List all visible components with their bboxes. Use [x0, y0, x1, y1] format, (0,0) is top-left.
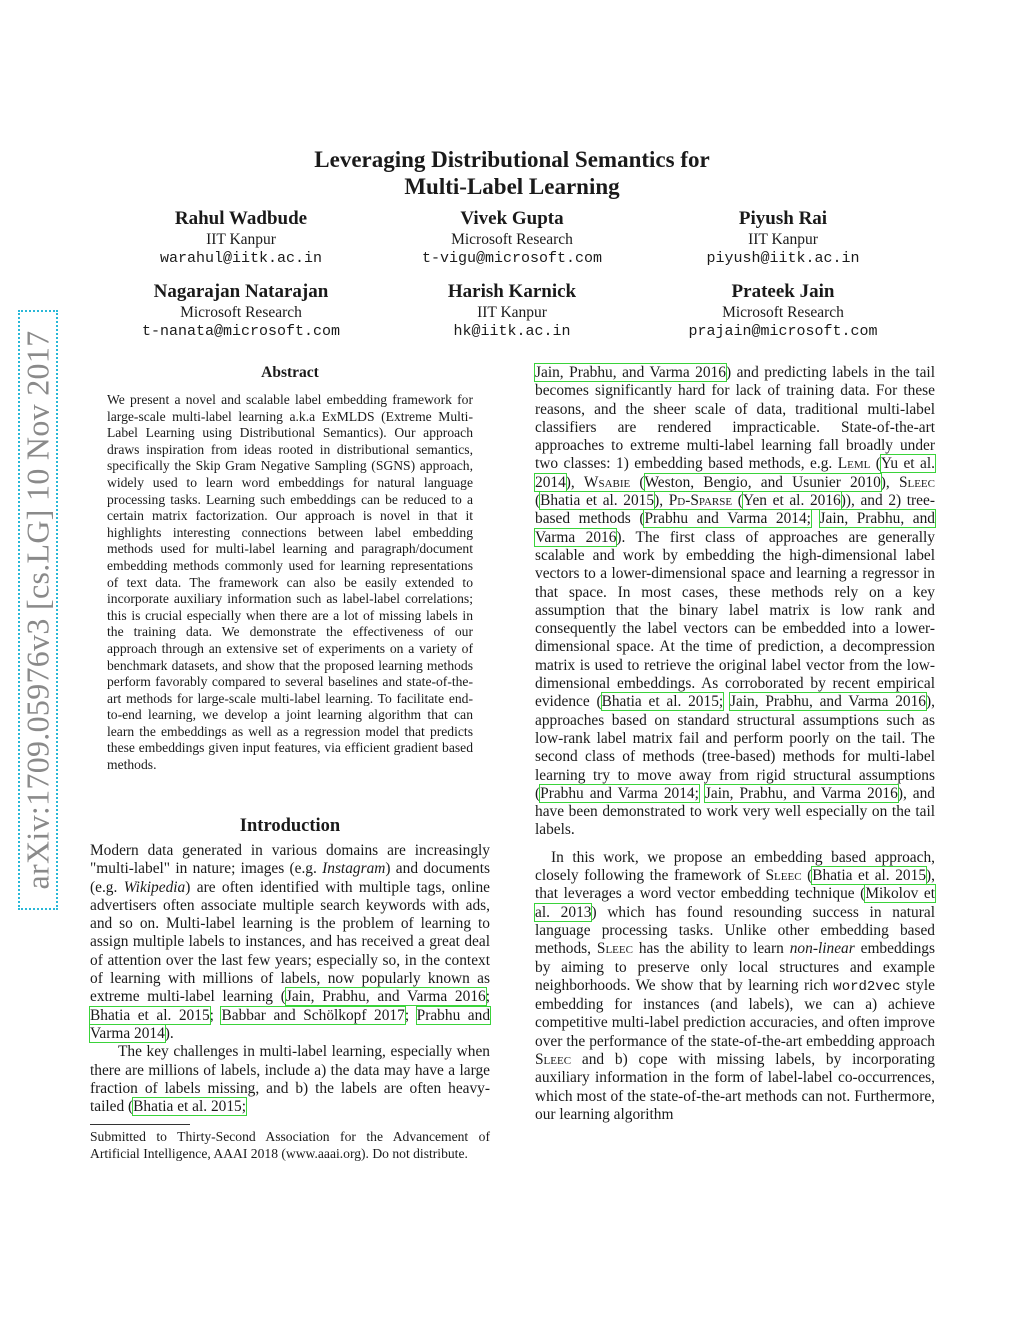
author-affiliation: Microsoft Research — [451, 231, 573, 248]
author-name: Rahul Wadbude — [174, 208, 308, 229]
intro-paragraph-2: The key challenges in multi-label learning, especially when there are millions of labels, include a) the data may have a large fraction of labels missing, and b) the labels are often heavy-tailed (Bhatia et al. 2015; — [90, 1043, 490, 1116]
paper-title-line-2: Multi-Label Learning — [404, 174, 620, 199]
author-block — [362, 281, 662, 341]
citation-link[interactable]: Weston, Bengio, and Usunier 2010 — [644, 473, 881, 491]
citation-link[interactable]: Prabhu and Varma 2014; — [644, 510, 811, 528]
citation-link[interactable]: Jain, Prabhu, and Varma 2016 — [535, 510, 935, 546]
abstract-heading: Abstract — [261, 364, 319, 381]
author-name: Prateek Jain — [731, 281, 835, 302]
author-name: Piyush Rai — [738, 208, 828, 229]
citation-link[interactable]: Yu et al. 2014 — [535, 455, 935, 491]
author-block — [91, 208, 391, 268]
author-affiliation: Microsoft Research — [722, 304, 844, 321]
citation-link[interactable]: Prabhu and Varma 2014 — [90, 1006, 491, 1042]
author-email[interactable]: t-vigu@microsoft.com — [421, 250, 603, 267]
paper-title-line-1: Leveraging Distributional Semantics for — [314, 147, 710, 172]
author-block — [362, 208, 662, 268]
author-affiliation: Microsoft Research — [180, 304, 302, 321]
right-column-body — [535, 364, 935, 1124]
author-affiliation: IIT Kanpur — [206, 231, 276, 248]
author-email[interactable]: warahul@iitk.ac.in — [159, 250, 323, 267]
author-block — [91, 281, 391, 341]
citation-link[interactable]: Bhatia et al. 2015; — [601, 693, 724, 711]
author-name: Vivek Gupta — [460, 208, 564, 229]
right-paragraph-2: In this work, we propose an embedding based approach, closely following the framework of Sleec (Bhatia et al. 2015), that leverages a word vector embedding technique (Mikolov et al. 2013) which has found resounding success in natural language processing tasks. Unlike other embedding based methods, Sleec has the ability to learn non-linear embeddings by aiming to preserve only local structures and example neighborhoods. We show that by learning rich word2vec style embedding for instances (and labels), we can a) achieve competitive multi-label prediction accuracies, and often improve over the performance of the state-of-the-art embedding approach Sleec and b) cope with missing labels, by incorporating auxiliary information in the form of label-label co-occurrences, which most of the state-of-the-art methods can not. Furthermore, our learning algorithm — [535, 848, 936, 1123]
citation-link[interactable]: Bhatia et al. 2015; — [133, 1098, 247, 1116]
intro-paragraph-1: Modern data generated in various domains are increasingly "multi-label" in nature; images (e.g. Instagram) and documents (e.g. Wikipedia) are often identified with multiple tags, online advertisers often associate multiple search keywords with ads, and so on. Multi-label learning is the problem of learning to assign multiple labels to instances, and has received a great deal of attention over the last few years; especially so, in the context of learning with millions of labels, now popularly known as extreme multi-label learning (Jain, Prabhu, and Varma 2016; Bhatia et al. 2015; Babbar and Schölkopf 2017; Prabhu and Varma 2014). — [90, 842, 491, 1042]
author-block — [633, 281, 933, 341]
citation-link[interactable]: Jain, Prabhu, and Varma 2016 — [535, 364, 726, 381]
citation-link[interactable]: Bhatia et al. 2015 — [90, 1006, 210, 1024]
citation-link[interactable]: Babbar and Schölkopf 2017 — [221, 1006, 405, 1024]
author-affiliation: IIT Kanpur — [477, 304, 547, 321]
author-email[interactable]: hk@iitk.ac.in — [453, 323, 571, 340]
author-email[interactable]: piyush@iitk.ac.in — [706, 250, 860, 267]
arxiv-id: arXiv:1709.05976v3 [cs.LG] 10 Nov 2017 — [19, 330, 56, 890]
author-block — [633, 208, 933, 268]
footnote: Submitted to Thirty-Second Association for the Advancement of Artificial Intelligence, AAAI 2018 (www.aaai.org). Do not distribute. — [90, 1129, 490, 1161]
citation-link[interactable]: Jain, Prabhu, and Varma 2016 — [285, 988, 486, 1006]
author-name: Harish Karnick — [447, 281, 577, 302]
author-email[interactable]: t-nanata@microsoft.com — [141, 323, 341, 340]
author-affiliation: IIT Kanpur — [748, 231, 818, 248]
footnote-rule — [90, 1124, 190, 1125]
citation-link[interactable]: Bhatia et al. 2015 — [540, 492, 655, 510]
citation-link[interactable]: Jain, Prabhu, and Varma 2016 — [729, 693, 926, 711]
citation-link[interactable]: Jain, Prabhu, and Varma 2016 — [704, 784, 898, 802]
arxiv-stamp — [14, 310, 62, 910]
citation-link[interactable]: Yen et al. 2016 — [742, 492, 841, 510]
introduction-body — [90, 842, 490, 1116]
citation-link[interactable]: Mikolov et al. 2013 — [535, 885, 935, 921]
right-paragraph-1: Jain, Prabhu, and Varma 2016) and predicting labels in the tail becomes significantly hard for lack of training data. For these reasons, and the sheer scale of data, traditional multi-label classifiers are rendered impracticable. State-of-the-art approaches to extreme multi-label learning fall broadly under two classes: 1) embedding based methods, e.g. Leml (Yu et al. 2014), Wsabie (Weston, Bengio, and Usunier 2010), Sleec (Bhatia et al. 2015), Pd-Sparse (Yen et al. 2016)), and 2) tree-based methods (Prabhu and Varma 2014; Jain, Prabhu, and Varma 2016). The first class of approaches are generally scalable and work by embedding the high-dimensional label vectors to a lower-dimensional space and learning a regressor in that space. In most cases, these methods rely on a key assumption that the binary label matrix is low rank and consequently the label vectors can be embedded into a lower-dimensional space. At the time of prediction, a decompression matrix is used to retrieve the original label vector from the low-dimensional embeddings. As corroborated by recent empirical evidence (Bhatia et al. 2015; Jain, Prabhu, and Varma 2016), approaches based on standard structural assumptions such as low-rank label matrix fail and perform poorly on the tail. The second class of methods (tree-based) methods for multi-label learning try to move away from rigid structural assumptions (Prabhu and Varma 2014; Jain, Prabhu, and Varma 2016), and have been demonstrated to work very well especially on the tail labels. — [535, 364, 935, 839]
citation-link[interactable]: Prabhu and Varma 2014; — [540, 784, 699, 802]
abstract-text: We present a novel and scalable label embedding framework for large-scale multi-label learning a.k.a ExMLDS (Extreme Multi-Label Learning using Distributional Semantics). Our approach draws inspiration from ideas rooted in distributional semantics, specifically the Skip Gram Negative Sampling (SGNS) approach, widely used to learn word embeddings for natural language processing tasks. Learning such embeddings can be reduced to a certain matrix factorization. Our approach is novel in that it highlights interesting connections between label embedding methods used for multi-label learning and paragraph/document embedding methods commonly used for learning representations of text data. The framework can also be easily extended to incorporate auxiliary information such as label-label correlations; this is crucial especially when there are a lot of missing labels in the training data. We demonstrate the effectiveness of our approach through an extensive set of experiments on a variety of benchmark datasets, and show that the proposed learning methods perform favorably compared to several baselines and state-of-the-art methods for large-scale multi-label learning. To facilitate end-to-end learning, we develop a joint learning algorithm that can learn the embeddings as well as a regression model that predicts these embeddings given input features, via efficient gradient based methods. — [107, 392, 473, 773]
introduction-heading: Introduction — [239, 816, 341, 836]
citation-link[interactable]: Bhatia et al. 2015 — [812, 867, 927, 885]
author-email[interactable]: prajain@microsoft.com — [688, 323, 878, 340]
author-name: Nagarajan Natarajan — [153, 281, 329, 302]
